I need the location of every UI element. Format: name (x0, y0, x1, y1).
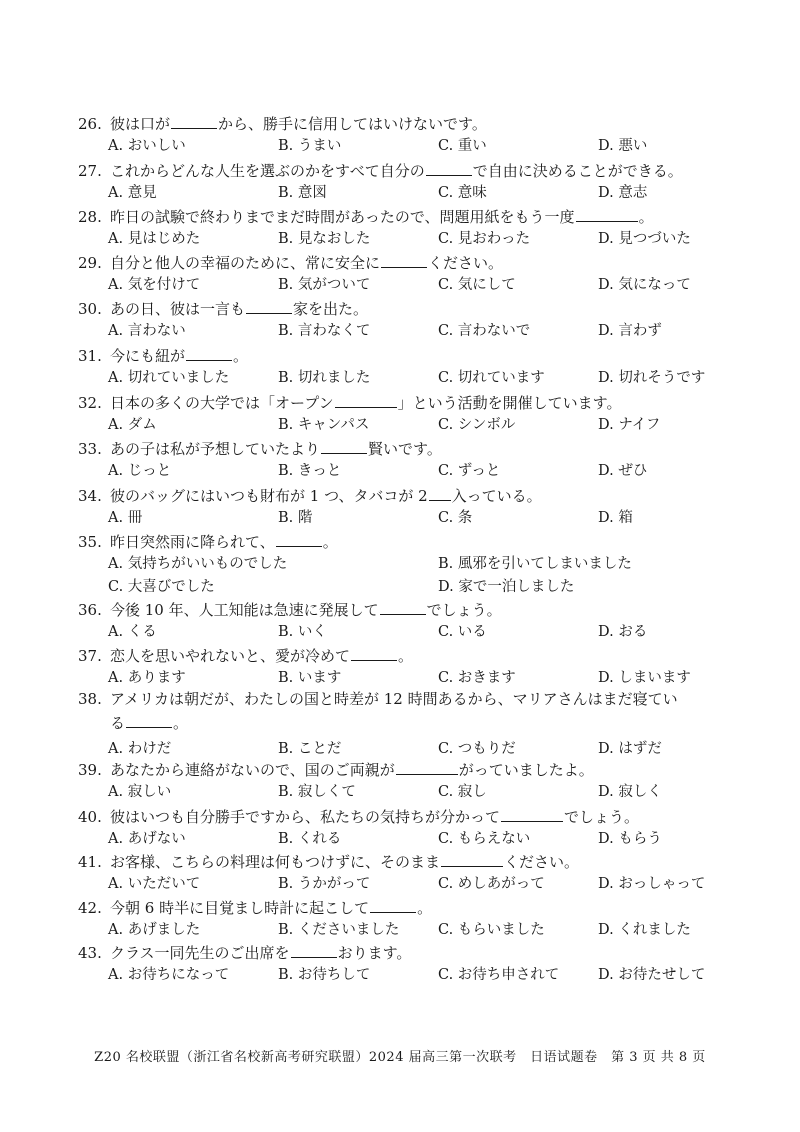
question-text: 自分と他人の幸福のために、常に安全に (110, 254, 381, 272)
option-d: D. 意志 (598, 185, 648, 201)
question-stem (78, 438, 442, 458)
option-b: B. くれる (278, 831, 342, 847)
question-number: 41. (78, 853, 102, 871)
answer-blank (246, 298, 292, 314)
option-c: C. シンボル (438, 417, 516, 433)
question-stem (78, 942, 411, 962)
option-a: A. いただいて (108, 876, 201, 892)
option-b: B. 気がついて (278, 277, 371, 293)
option-a: A. 気を付けて (108, 277, 201, 293)
question-text: 今にも紐が (110, 347, 186, 365)
option-b: B. 見なおした (278, 231, 371, 247)
question-text-continued: る 。 (110, 714, 189, 732)
answer-blank (171, 113, 217, 129)
question-number: 28. (78, 208, 102, 226)
option-a: A. 切れていました (108, 370, 230, 386)
answer-blank (576, 206, 638, 222)
option-b: B. 切れました (278, 370, 371, 386)
question-text: 彼は口が (110, 115, 171, 133)
question-number: 33. (78, 440, 102, 458)
option-d: D. 言わず (598, 323, 662, 339)
question-number: 39. (78, 761, 102, 779)
option-a: A. じっと (108, 463, 172, 479)
option-b: B. ことだ (278, 741, 342, 757)
option-d: D. 家で一泊しました (438, 579, 575, 595)
question-stem (78, 252, 503, 272)
option-a: A. 意見 (108, 185, 157, 201)
question-text-after-blank: でしょう。 (564, 808, 640, 826)
option-c: C. 重い (438, 138, 487, 154)
question-stem (78, 645, 413, 665)
question-stem (78, 687, 768, 735)
question-stem (78, 160, 683, 180)
question-text-after-blank: 。 (638, 208, 654, 226)
answer-blank (380, 599, 426, 615)
option-d: D. ナイフ (598, 417, 661, 433)
question-text-after-blank: 」という活動を開催しています。 (397, 394, 622, 412)
option-a: A. お待ちになって (108, 967, 230, 983)
option-b: B. お待ちして (278, 967, 371, 983)
question-text-after-blank: 賢いです。 (368, 440, 442, 458)
option-b: B. キャンパス (278, 417, 370, 433)
option-d: D. ぜひ (598, 463, 648, 479)
option-b: B. うまい (278, 138, 342, 154)
question-text: 日本の多くの大学では「オープン (110, 394, 334, 412)
option-b: B. くださいました (278, 922, 400, 938)
option-b: B. 言わなくて (278, 323, 371, 339)
question-number: 42. (78, 899, 102, 917)
answer-blank (351, 645, 397, 661)
answer-blank (321, 438, 367, 454)
option-c: C. 見おわった (438, 231, 531, 247)
option-a: A. 言わない (108, 323, 186, 339)
question-text: あの日、彼は一言も (110, 300, 246, 318)
question-text: 恋人を思いやれないと、愛が冷めて (110, 647, 351, 665)
question-number: 30. (78, 300, 102, 318)
question-text: 彼のバッグにはいつも財布が 1 つ、タバコが 2 (110, 487, 428, 505)
question-stem (78, 206, 654, 226)
question-stem (78, 113, 487, 133)
option-a: A. ダム (108, 417, 157, 433)
option-c: C. 寂し (438, 784, 487, 800)
question-text-after-blank: おります。 (337, 944, 412, 962)
option-d: D. 箱 (598, 510, 633, 526)
answer-blank (291, 942, 337, 958)
question-text: あなたから連絡がないので、国のご両親が (110, 761, 395, 779)
question-number: 43. (78, 944, 102, 962)
question-number: 37. (78, 647, 102, 665)
answer-blank (126, 712, 172, 728)
question-text: アメリカは朝だが、わたしの国と時差が 12 時間あるから、マリアさんはまだ寝てい (110, 690, 678, 708)
question-text-after-blank: 。 (322, 533, 338, 551)
option-b: B. います (278, 670, 342, 686)
option-d: D. お待たせして (598, 967, 706, 983)
question-number: 34. (78, 487, 102, 505)
option-c: C. 切れています (438, 370, 545, 386)
question-stem (78, 298, 368, 318)
option-c: C. めしあがって (438, 876, 545, 892)
answer-blank (441, 851, 503, 867)
option-a: A. 冊 (108, 510, 143, 526)
question-text: クラス一同先生のご出席を (110, 944, 290, 962)
question-stem (78, 392, 621, 412)
option-a: A. あげない (108, 831, 186, 847)
question-text-after-blank: 。 (417, 899, 433, 917)
question-stem (78, 531, 338, 551)
question-stem (78, 345, 248, 365)
option-d: D. 気になって (598, 277, 691, 293)
question-text: あの子は私が予想していたより (110, 440, 321, 458)
question-text: 彼はいつも自分勝手ですから、私たちの気持ちが分かって (110, 808, 501, 826)
question-stem (78, 806, 639, 826)
option-a: A. あります (108, 670, 186, 686)
question-number: 29. (78, 254, 102, 272)
option-c: C. いる (438, 624, 487, 640)
answer-blank (381, 252, 427, 268)
answer-blank (501, 806, 563, 822)
question-stem (78, 599, 502, 619)
option-c: C. 気にして (438, 277, 516, 293)
question-text-after-blank: 。 (173, 714, 189, 732)
question-text-after-blank: から、勝手に信用してはいけないです。 (218, 115, 487, 133)
question-text-after-blank: 入っている。 (451, 487, 542, 505)
question-text-after-blank: 。 (398, 647, 414, 665)
option-d: D. しまいます (598, 670, 691, 686)
option-d: D. 見つづいた (598, 231, 691, 247)
option-c: C. 条 (438, 510, 473, 526)
question-stem (78, 759, 594, 779)
option-c: C. お待ち申されて (438, 967, 560, 983)
question-number: 36. (78, 601, 102, 619)
option-b: B. 階 (278, 510, 313, 526)
question-text: 昨日の試験で終わりまでまだ時間があったので、問題用紙をもう一度 (110, 208, 575, 226)
question-text: 今朝 6 時半に目覚まし時計に起こして (110, 899, 370, 917)
option-a: A. あげました (108, 922, 201, 938)
option-c: C. もらいました (438, 922, 545, 938)
option-a: A. おいしい (108, 138, 186, 154)
question-text-after-blank: 家を出た。 (293, 300, 369, 318)
question-text: 昨日突然雨に降られて、 (110, 533, 275, 551)
option-c: C. 大喜びでした (108, 579, 215, 595)
option-b: B. うかがって (278, 876, 371, 892)
option-a: A. 気持ちがいいものでした (108, 556, 288, 572)
question-text: お客様、こちらの料理は何もつけずに、そのまま (110, 853, 441, 871)
option-b: B. 風邪を引いてしまいました (438, 556, 632, 572)
option-b: B. 寂しくて (278, 784, 356, 800)
question-number: 32. (78, 394, 102, 412)
question-number: 40. (78, 808, 102, 826)
option-c: C. おきます (438, 670, 516, 686)
answer-blank (276, 531, 322, 547)
option-a: A. わけだ (108, 741, 172, 757)
option-d: D. 切れそうです (598, 370, 706, 386)
question-text-after-blank: ください。 (504, 853, 580, 871)
option-d: D. はずだ (598, 741, 662, 757)
page-footer: Z20 名校联盟（浙江省名校新高考研究联盟）2024 届高三第一次联考 日语试题卷 第 3 页 共 8 页 (94, 1050, 706, 1065)
option-a: A. 見はじめた (108, 231, 201, 247)
question-number: 26. (78, 115, 102, 133)
question-text: これからどんな人生を選ぶのかをすべて自分の (110, 162, 425, 180)
question-text: 今後 10 年、人工知能は急速に発展して (110, 601, 379, 619)
option-b: B. 意図 (278, 185, 327, 201)
option-b: B. いく (278, 624, 327, 640)
question-text-after-blank: でしょう。 (426, 601, 502, 619)
question-stem (78, 851, 579, 871)
answer-blank (186, 345, 232, 361)
question-number: 31. (78, 347, 102, 365)
option-d: D. もらう (598, 831, 662, 847)
question-text-after-blank: ください。 (428, 254, 504, 272)
question-text-after-blank: 。 (233, 347, 249, 365)
option-c: C. もらえない (438, 831, 531, 847)
question-stem (78, 485, 542, 505)
question-text-after-blank: がっていましたよ。 (458, 761, 594, 779)
option-b: B. きっと (278, 463, 342, 479)
answer-blank (335, 392, 397, 408)
option-c: C. 意味 (438, 185, 487, 201)
option-a: A. くる (108, 624, 157, 640)
question-number: 27. (78, 162, 102, 180)
answer-blank (370, 897, 416, 913)
option-d: D. くれました (598, 922, 691, 938)
question-stem (78, 897, 432, 917)
option-d: D. 悪い (598, 138, 648, 154)
option-c: C. 言わないで (438, 323, 531, 339)
answer-blank (426, 160, 472, 176)
answer-blank (429, 485, 451, 501)
option-c: C. つもりだ (438, 741, 516, 757)
question-number: 38. (78, 690, 102, 708)
option-d: D. 寂しく (598, 784, 662, 800)
question-number: 35. (78, 533, 102, 551)
option-c: C. ずっと (438, 463, 501, 479)
answer-blank (396, 759, 458, 775)
option-d: D. おる (598, 624, 648, 640)
question-text-after-blank: で自由に決めることができる。 (472, 162, 683, 180)
option-a: A. 寂しい (108, 784, 172, 800)
option-d: D. おっしゃって (598, 876, 706, 892)
